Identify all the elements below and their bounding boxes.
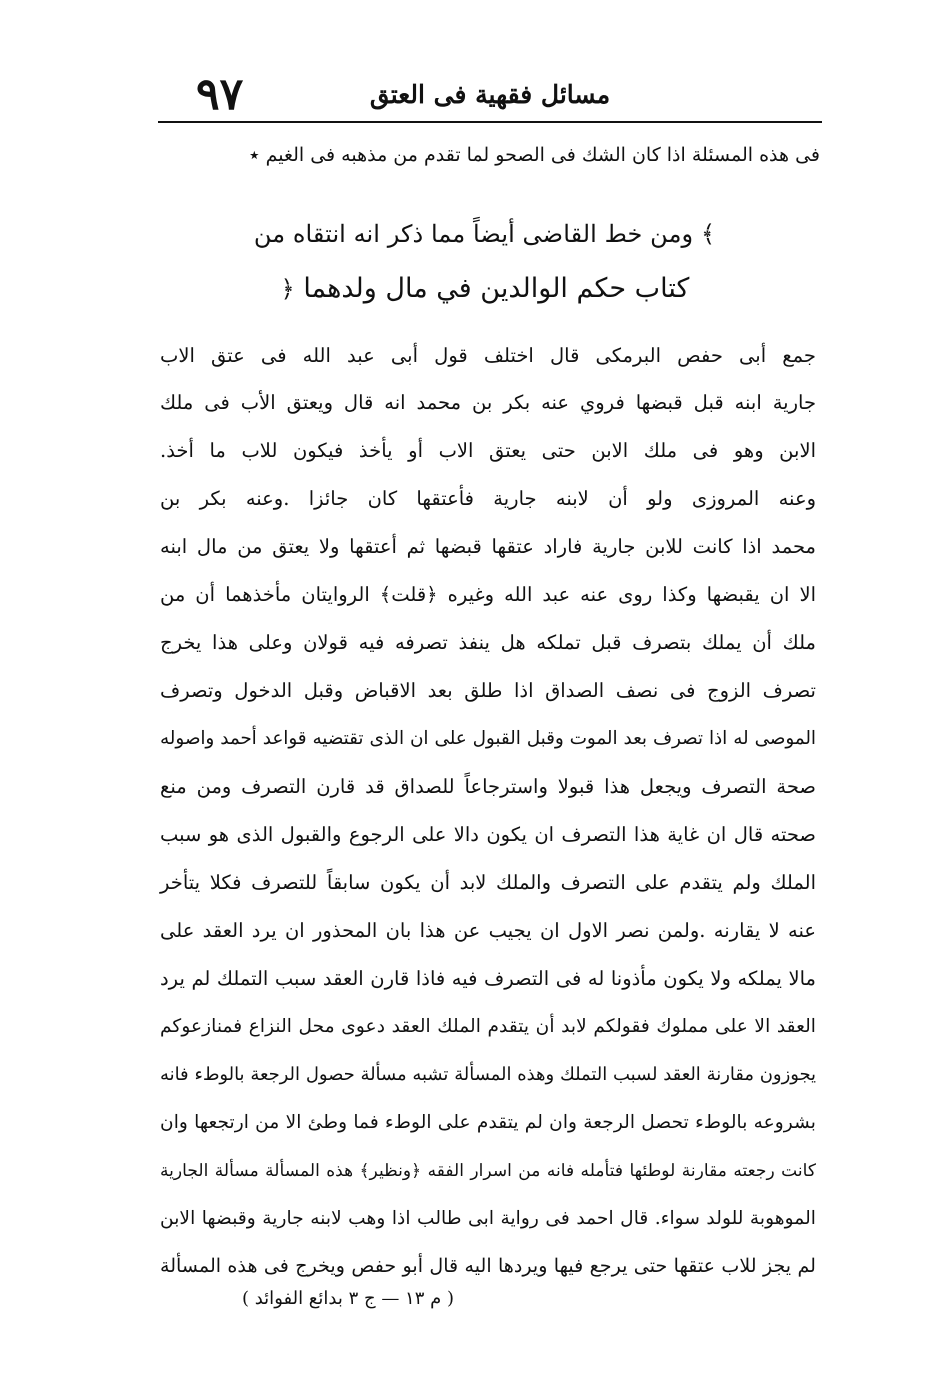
carry-over-line: فى هذه المسئلة اذا كان الشك فى الصحو لما تقدم من مذهبه فى الغيم ٭ xyxy=(249,144,820,166)
body-line: العقد الا على مملوك فقولكم لابد أن يتقدم الملك العقد دعوى محل النزاع فمنازعوكم xyxy=(160,1016,816,1037)
body-line: مالا يملكه ولا يكون مأذونا له فى التصرف فيه فاذا قارن العقد سبب التملك لم يرد xyxy=(160,967,816,990)
page-number: ٩٧ xyxy=(196,69,244,120)
body-line: صحته قال ان غاية هذا التصرف ان يكون دالا على الرجوع والقبول الذى هو سبب xyxy=(160,823,816,846)
body-line: الموصى له اذا تصرف بعد الموت وقبل القبول على ان الذى تقتضيه قواعد أحمد واصوله xyxy=(160,728,816,749)
heading-line-2-text: كتاب حكم الوالدين في مال ولدهما xyxy=(303,273,690,304)
ornament-left-icon: ﴿ xyxy=(280,275,295,303)
body-line: جارية ابنه قبل قبضها فروي عنه بكر بن محمد انه قال ويعتق الأب فى ملك xyxy=(160,391,816,414)
heading-line-1-text: ومن خط القاضى أيضاً مما ذكر انه انتقاه من xyxy=(253,220,694,248)
header-rule xyxy=(158,121,822,123)
body-line: محمد اذا كانت للابن جارية فاراد عتقها قبضها ثم أعتقها ولا يعتق من مال ابنه xyxy=(160,535,816,558)
body-line: الملك ولم يتقدم على التصرف والملك لابد أن يكون سابقاً للتصرف فكلا يتأخر xyxy=(160,871,816,894)
body-line: تصرف الزوج فى نصف الصداق اذا طلق بعد الاقباض وقبل الدخول وتصرف xyxy=(160,679,816,702)
body-line: الابن وهو فى ملك الابن حتى يعتق الاب أو يأخذ فيكون للاب ما أخذ. xyxy=(160,439,816,462)
body-line: وعنه المروزى ولو أن لابنه جارية فأعتقها كان جائزا .وعنه بكر بن xyxy=(160,487,816,510)
body-line: كانت رجعته مقارنة لوطئها فتأمله فانه من اسرار الفقه ﴿ونظير﴾ هذه المسألة مسألة الجارية xyxy=(160,1161,816,1181)
body-line: جمع أبى حفص البرمكى قال اختلف قول أبى عبد الله فى عتق الاب xyxy=(160,344,816,367)
section-heading-line-2 xyxy=(255,269,715,309)
ornament-right-icon: ﴾ xyxy=(700,220,715,248)
body-line: الا ان يقبضها وكذا روى عنه عبد الله وغيره ﴿قلت﴾ الروايتان مأخذهما أن من xyxy=(160,583,816,606)
body-line: يجوزون مقارنة العقد لسبب التملك وهذه المسألة تشبه مسألة حصول الرجعة بالوطء فانه xyxy=(160,1064,816,1085)
signature-mark: ( م ١٣ — ج ٣ بدائع الفوائد ) xyxy=(241,1288,455,1309)
body-line: لم يجز للاب عتقها حتى يرجع فيها ويردها اليه قال أبو حفص ويخرج فى هذه المسألة xyxy=(160,1254,816,1277)
body-line: ملك أن يملك بتصرف قبل تملكه هل ينفذ تصرفه فيه قولان وعلى هذا يخرج xyxy=(160,631,816,654)
running-title: مسائل فقهية فى العتق xyxy=(369,80,611,109)
body-line: بشروعه بالوطء تحصل الرجعة وان لم يتقدم على الوطء فما وطئ الا من ارتجعها وان xyxy=(160,1112,816,1133)
body-line: عنه لا يقارنه .ولمن نصر الاول ان يجيب عن هذا بان المحذور ان يرد العقد على xyxy=(160,919,816,942)
section-heading-line-1 xyxy=(255,214,715,254)
body-line: صحة التصرف ويجعل هذا قبولا واسترجاعاً للصداق قد قارن التصرف ومن منع xyxy=(160,775,816,798)
body-line: الموهوبة للولد سواء. قال احمد فى رواية ابى طالب اذا وهب لابنه جارية وقبضها الابن xyxy=(160,1208,816,1229)
